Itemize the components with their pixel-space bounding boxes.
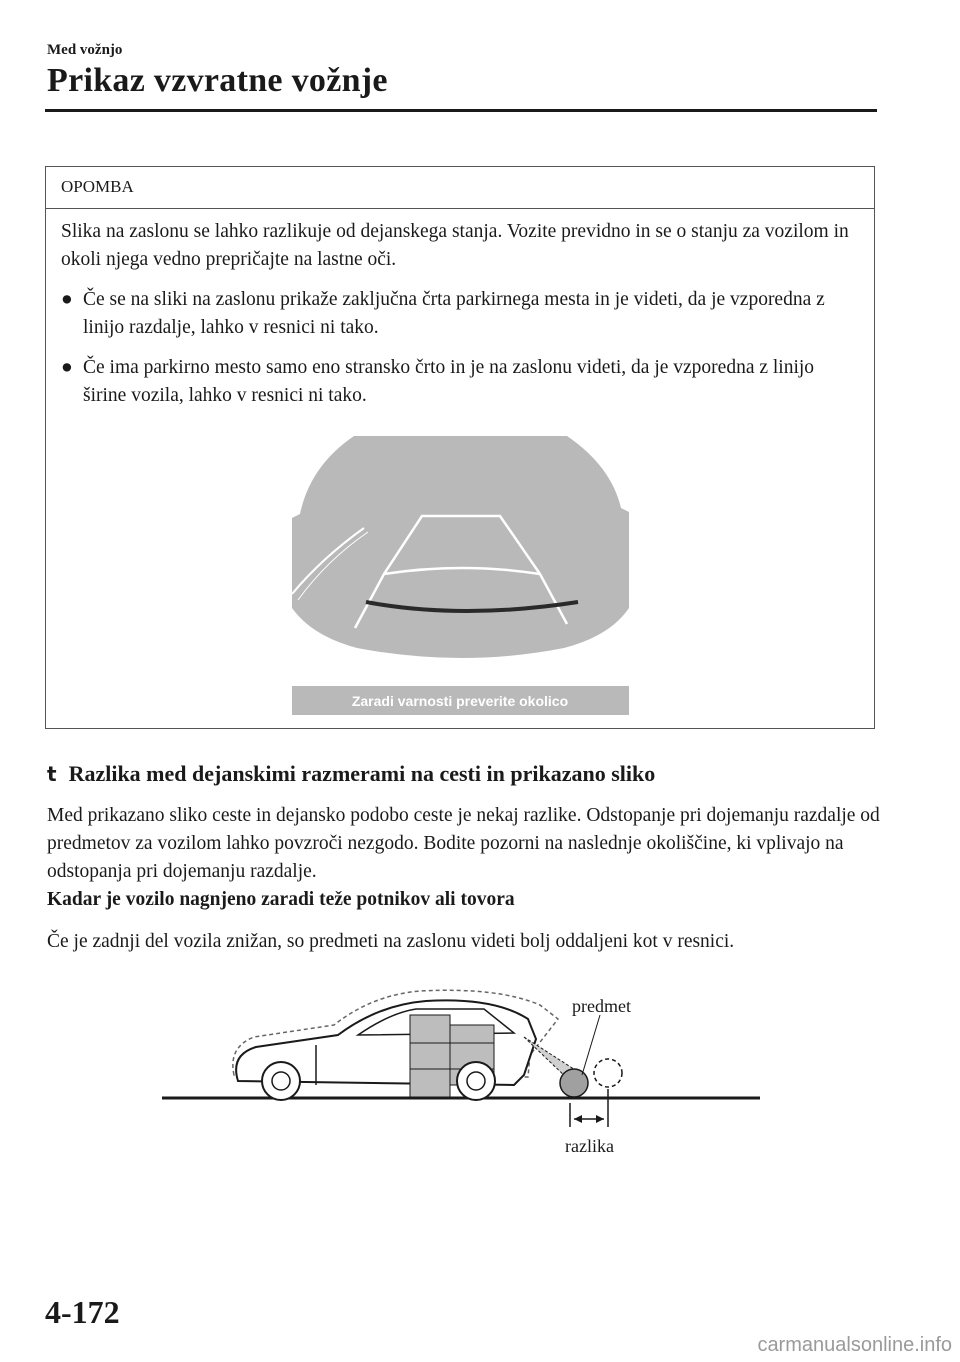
note-heading: OPOMBA <box>46 167 874 209</box>
object-perceived-ball <box>594 1059 622 1087</box>
note-body <box>46 209 874 410</box>
note-bullet <box>61 354 859 410</box>
title-rule <box>45 109 877 112</box>
rear-camera-screen-illustration <box>292 436 629 715</box>
note-intro: Slika na zaslonu se lahko razlikuje od dejanskega stanja. Vozite previdno in se o stanju za vozilom in okoli njega vedno prepričajte na lastne oči. <box>61 221 849 270</box>
object-label: predmet <box>572 996 631 1016</box>
page-title: Prikaz vzvratne vožnje <box>47 62 388 99</box>
passenger-load <box>410 1015 450 1097</box>
section-label: Med vožnjo <box>47 42 123 58</box>
front-wheel <box>262 1062 300 1100</box>
object-leader-line <box>582 1015 600 1075</box>
case-title: Kadar je vozilo nagnjeno zaradi teže potnikov ali tovora <box>47 889 515 910</box>
screen-caption: Zaradi varnosti preverite okolico <box>351 693 569 709</box>
difference-label: razlika <box>565 1136 614 1156</box>
subsection-marker-icon: t <box>47 762 57 786</box>
bullet-dot-icon: ● <box>61 289 73 310</box>
note-box <box>45 166 875 729</box>
rear-wheel <box>457 1062 495 1100</box>
object-ball <box>560 1069 588 1097</box>
page-number: 4-172 <box>45 1294 120 1330</box>
subsection-heading-text: Razlika med dejanskimi razmerami na cesti in prikazano sliko <box>68 761 656 786</box>
subsection-heading <box>47 761 655 787</box>
subsection-paragraph: Med prikazano sliko ceste in dejansko podobo ceste je nekaj razlike. Odstopanje pri dojemanju razdalje od predmetov za vozilom lahko povzroči nezgodo. Bodite pozorni na naslednje okoliščine, ki vplivajo na odstopanja pri dojemanju razdalje. <box>47 805 880 882</box>
note-bullet-text: Če se na sliki na zaslonu prikaže zaključna črta parkirnega mesta in je videti, da je vzporedna z linijo razdalje, lahko v resnici ni tako. <box>83 289 825 338</box>
case-text: Če je zadnji del vozila znižan, so predmeti na zaslonu videti bolj oddaljeni kot v resnici. <box>47 931 735 952</box>
bullet-dot-icon: ● <box>61 357 73 378</box>
watermark: carmanualsonline.info <box>757 1334 952 1356</box>
note-bullet <box>61 286 859 342</box>
note-bullet-text: Če ima parkirno mesto samo eno stransko črto in je na zaslonu videti, da je vzporedna z linijo širine vozila, lahko v resnici ni tako. <box>83 357 815 406</box>
car-tilt-illustration <box>158 985 768 1165</box>
